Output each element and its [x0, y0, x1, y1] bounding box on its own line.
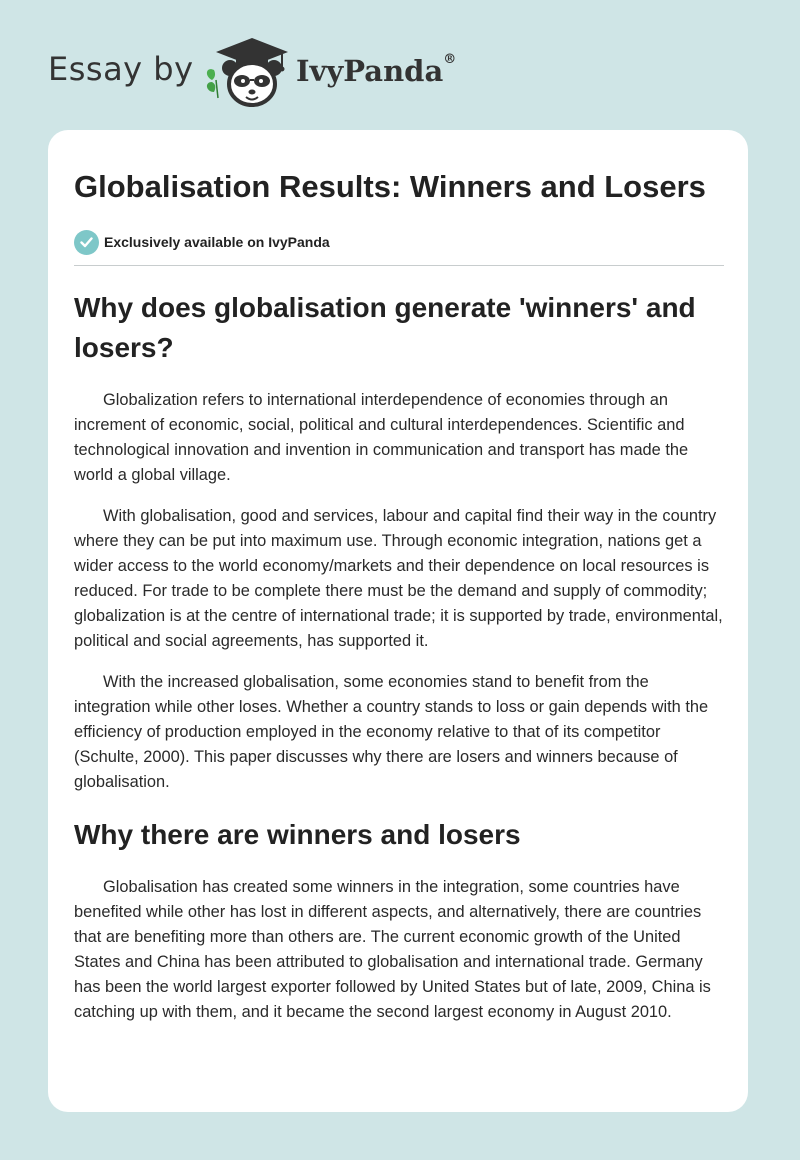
exclusive-badge: [74, 229, 724, 255]
section-heading: Why there are winners and losers: [74, 819, 521, 850]
essay-by-label: Essay by: [48, 50, 194, 88]
divider: [74, 265, 724, 266]
essay-card: [48, 130, 748, 1112]
panda-graduate-icon[interactable]: [202, 36, 294, 108]
badge-label: Exclusively available on IvyPanda: [104, 234, 330, 250]
registered-mark: ®: [443, 52, 457, 67]
section-heading: Why does globalisation generate 'winners' and losers?: [74, 292, 696, 363]
page-title: Globalisation Results: Winners and Losers: [74, 169, 706, 204]
paragraph: Globalisation has created some winners in the integration, some countries have benefited while other has lost in different aspects, and alternatively, there are countries that are benefiting more than others are. The current economic growth of the United States and China has been attributed to globalisation and international trade. Germany has been the world largest exporter followed by United States but of late, 2009, China is catching up with them, and it became the second largest economy in August 2010.: [74, 878, 711, 1021]
paragraph: With globalisation, good and services, labour and capital find their way in the country where they can be put into maximum use. Through economic integration, nations get a wider access to the world economy/markets and their dependence on local resources is reduced. For trade to be complete there must be the demand and supply of commodity; globalization is at the centre of international trade; it is supported by trade, environmental, political and social agreements, has supported it.: [74, 507, 723, 650]
brand-name[interactable]: [296, 54, 456, 88]
site-header: [48, 36, 748, 108]
brand-text: IvyPanda: [296, 54, 444, 88]
paragraph: Globalization refers to international interdependence of economies through an increment of economic, social, political and cultural interdependences. Scientific and technological innovation and invention in communication and transport has made the world a global village.: [74, 391, 689, 484]
check-circle-icon: [74, 230, 99, 255]
essay-content: [74, 166, 724, 1025]
paragraph: With the increased globalisation, some economies stand to benefit from the integration while other loses. Whether a country stands to loss or gain depends with the efficiency of production employed in the economy relative to that of its competitor (Schulte, 2000). This paper discusses why there are losers and winners because of globalisation.: [74, 673, 709, 791]
